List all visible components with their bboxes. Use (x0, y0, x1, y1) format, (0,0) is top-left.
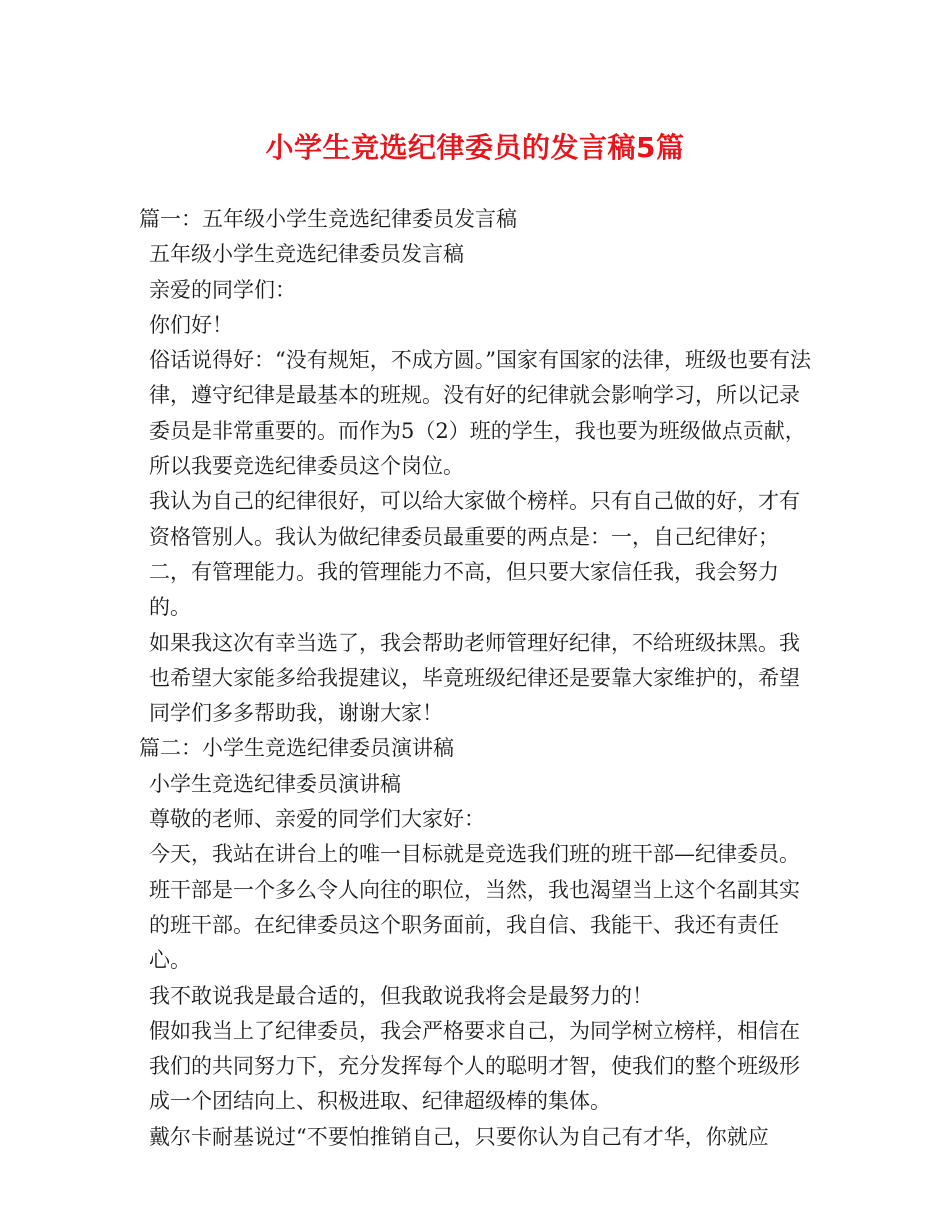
greeting-paragraph: 亲爱的同学们： (149, 277, 296, 302)
body-paragraph: 我不敢说我是最合适的，但我敢说我将会是最努力的！ (149, 983, 653, 1008)
heading-part-one: 篇一：五年级小学生竞选纪律委员发言稿 (139, 207, 517, 231)
body-paragraph: 俗话说得好：“没有规矩，不成方圆。”国家有国家的法律，班级也要有法律，遵守纪律是最基本的班规。没有好的纪律就会影响学习，所以记录委员是非常重要的。而作为5（2）班的学生，我也要为班级做点贡献，所以我要竞选纪律委员这个岗位。 (149, 348, 811, 479)
document-title: 小学生竞选纪律委员的发言稿5篇 (265, 131, 685, 164)
body-paragraph: 如果我这次有幸当选了，我会帮助老师管理好纪律，不给班级抹黑。我也希望大家能多给我提建议，毕竟班级纪律还是要靠大家维护的，希望同学们多多帮助我，谢谢大家！ (149, 630, 800, 726)
body-paragraph: 假如我当上了纪律委员，我会严格要求自己，为同学树立榜样，相信在我们的共同努力下，充分发挥每个人的聪明才智，使我们的整个班级形成一个团结向上、积极进取、纪律超级棒的集体。 (149, 1018, 800, 1114)
subtitle-part-two: 小学生竞选纪律委员演讲稿 (149, 771, 401, 796)
body-paragraph: 今天，我站在讲台上的唯一目标就是竞选我们班的班干部—纪律委员。班干部是一个多么令人向往的职位，当然，我也渴望当上这个名副其实的班干部。在纪律委员这个职务面前，我自信、我能干、我还有责任心。 (149, 842, 800, 973)
greeting-paragraph: 尊敬的老师、亲爱的同学们大家好： (149, 807, 485, 832)
heading-part-two: 篇二：小学生竞选纪律委员演讲稿 (139, 736, 454, 761)
subtitle-part-one: 五年级小学生竞选纪律委员发言稿 (149, 242, 464, 267)
document-body (139, 202, 814, 1155)
greeting-paragraph: 你们好！ (149, 312, 233, 337)
body-paragraph: 戴尔卡耐基说过“不要怕推销自己，只要你认为自己有才华，你就应 (149, 1124, 769, 1149)
body-paragraph: 我认为自己的纪律很好，可以给大家做个榜样。只有自己做的好，才有资格管别人。我认为做纪律委员最重要的两点是：一，自己纪律好；二，有管理能力。我的管理能力不高，但只要大家信任我，我会努力的。 (149, 489, 800, 620)
